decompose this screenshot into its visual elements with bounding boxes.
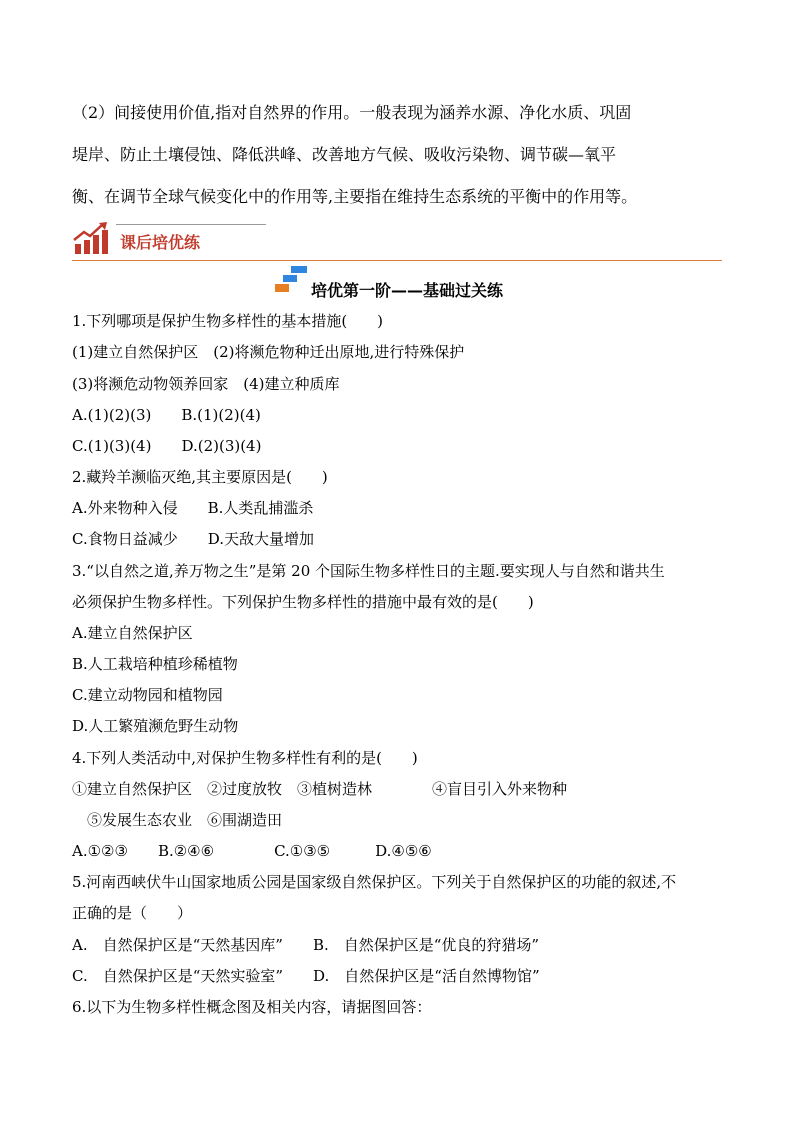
question-line: C.食物日益减少 D.天敌大量增加 <box>72 530 314 548</box>
question-line: ①建立自然保护区 ②过度放牧 ③植树造林 ④盲目引入外来物种 <box>72 780 568 798</box>
question-line: B.人工栽培种植珍稀植物 <box>72 655 238 673</box>
question-line: A.建立自然保护区 <box>72 624 193 642</box>
question-line: C. 自然保护区是“天然实验室” D. 自然保护区是“活自然博物馆” <box>72 967 540 985</box>
question-line: A. 自然保护区是“天然基因库” B. 自然保护区是“优良的狩猎场” <box>72 936 540 954</box>
question-line: ⑤发展生态农业 ⑥围湖造田 <box>72 811 283 829</box>
intro-line: 衡、在调节全球气候变化中的作用等,主要指在维持生态系统的平衡中的作用等。 <box>72 187 638 206</box>
question-line: 1.下列哪项是保护生物多样性的基本措施( ) <box>72 312 384 330</box>
subsection-title: 培优第一阶——基础过关练 <box>311 281 504 300</box>
question-line: (3)将濒危动物领养回家 (4)建立种质库 <box>72 375 340 393</box>
section-title: 课后培优练 <box>120 233 201 252</box>
bar-chart-arrow-icon <box>72 222 110 256</box>
decorative-line <box>116 224 266 225</box>
intro-paragraph <box>72 92 722 218</box>
question-line: A.(1)(2)(3) B.(1)(2)(4) <box>72 406 261 424</box>
question-line: 正确的是（ ） <box>72 904 193 922</box>
question-line: C.建立动物园和植物园 <box>72 686 223 704</box>
question-line: D.人工繁殖濒危野生动物 <box>72 717 239 735</box>
question-line: 必须保护生物多样性。下列保护生物多样性的措施中最有效的是( ) <box>72 593 534 611</box>
question-line: C.(1)(3)(4) D.(2)(3)(4) <box>72 437 262 455</box>
question-line: 3.“以自然之道,养万物之生”是第 20 个国际生物多样性日的主题.要实现人与自然和谐共生 <box>72 562 665 580</box>
steps-icon <box>275 266 309 294</box>
question-line: A.①②③ B.②④⑥ C.①③⑤ D.④⑤⑥ <box>72 842 432 860</box>
question-line: A.外来物种入侵 B.人类乱捕滥杀 <box>72 499 314 517</box>
intro-line: （2）间接使用价值,指对自然界的作用。一般表现为涵养水源、净化水质、巩固 <box>72 103 632 122</box>
question-line: (1)建立自然保护区 (2)将濒危物种迁出原地,进行特殊保护 <box>72 343 465 361</box>
question-line: 2.藏羚羊濒临灭绝,其主要原因是( ) <box>72 468 328 486</box>
intro-line: 堤岸、防止土壤侵蚀、降低洪峰、改善地方气候、吸收污染物、调节碳—氧平 <box>72 145 617 164</box>
question-line: 6.以下为生物多样性概念图及相关内容，请据图回答： <box>72 998 432 1016</box>
question-line: 5.河南西峡伏牛山国家地质公园是国家级自然保护区。下列关于自然保护区的功能的叙述,不 <box>72 873 677 891</box>
section-header <box>72 222 722 261</box>
question-line: 4.下列人类活动中,对保护生物多样性有利的是( ) <box>72 749 418 767</box>
